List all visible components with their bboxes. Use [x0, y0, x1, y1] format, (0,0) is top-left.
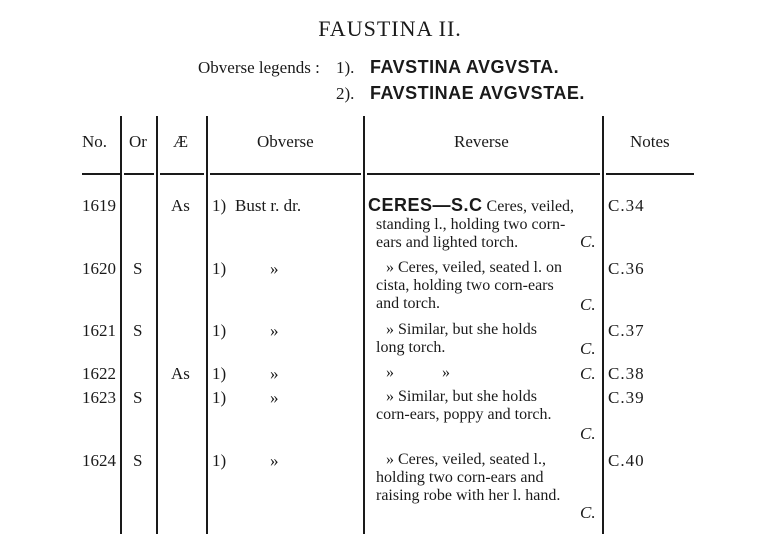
row-legend: 1): [212, 364, 227, 383]
row-number: 1621: [82, 321, 116, 340]
row-reverse: [376, 388, 600, 424]
reverse-c-mark: C.: [580, 232, 596, 251]
column-divider: [602, 116, 604, 534]
legend-2-text: FAVSTINAE AVGVSTAE.: [370, 83, 585, 103]
reverse-line: long torch.: [376, 339, 446, 356]
row-reverse: [376, 259, 600, 313]
page-title: FAUSTINA II.: [318, 16, 462, 41]
row-reverse: [376, 451, 600, 505]
row-obverse: Bust r. dr.: [235, 196, 302, 215]
row-number: 1622: [82, 364, 116, 383]
column-divider: [120, 116, 122, 534]
reverse-line: raising robe with her l. hand.: [376, 487, 561, 504]
reverse-line: » Similar, but she holds: [386, 388, 537, 405]
header-obverse: Obverse: [257, 132, 314, 151]
reverse-c-mark: C.: [580, 424, 596, 443]
reverse-line: holding two corn-ears and: [376, 469, 544, 486]
header-rule: [124, 173, 154, 175]
legend-1-number: 1).: [336, 58, 355, 77]
reverse-line: ears and lighted torch.: [376, 234, 519, 251]
row-obverse: »: [270, 259, 279, 278]
row-or: S: [133, 321, 143, 340]
header-reverse: Reverse: [454, 132, 509, 151]
row-or: S: [133, 259, 143, 278]
reverse-line: » »: [386, 364, 450, 381]
row-number: 1619: [82, 196, 116, 215]
column-divider: [156, 116, 158, 534]
row-legend: 1): [212, 388, 227, 407]
header-rule: [160, 173, 204, 175]
reverse-line: » Similar, but she holds: [386, 321, 537, 338]
header-no: No.: [82, 132, 108, 151]
row-legend: 1): [212, 321, 227, 340]
row-note: C.37: [608, 321, 645, 340]
row-or: S: [133, 451, 143, 470]
row-number: 1623: [82, 388, 116, 407]
legends-label: Obverse legends :: [198, 58, 320, 77]
row-number: 1620: [82, 259, 116, 278]
row-legend: 1): [212, 451, 227, 470]
row-number: 1624: [82, 451, 116, 470]
header-or: Or: [129, 132, 147, 151]
row-note: C.38: [608, 364, 645, 383]
column-divider: [206, 116, 208, 534]
row-reverse: [368, 195, 600, 252]
reverse-c-mark: C.: [580, 503, 596, 522]
row-note: C.34: [608, 196, 645, 215]
row-obverse: »: [270, 388, 279, 407]
column-divider: [363, 116, 365, 534]
header-rule: [210, 173, 361, 175]
row-or: S: [133, 388, 143, 407]
legend-1-text: FAVSTINA AVGVSTA.: [370, 57, 560, 77]
row-obverse: »: [270, 321, 279, 340]
reverse-line: Ceres, veiled,: [482, 198, 575, 215]
reverse-c-mark: C.: [580, 295, 596, 314]
reverse-line: standing l., holding two corn-: [376, 216, 566, 233]
reverse-line: and torch.: [376, 295, 440, 312]
reverse-c-mark: C.: [580, 364, 596, 383]
reverse-line: » Ceres, veiled, seated l. on: [386, 259, 562, 276]
reverse-line: » Ceres, veiled, seated l.,: [386, 451, 546, 468]
header-ae: Æ: [173, 132, 189, 151]
row-reverse: [376, 364, 600, 382]
header-rule: [606, 173, 694, 175]
row-reverse: [376, 321, 600, 357]
row-note: C.39: [608, 388, 645, 407]
header-rule: [82, 173, 120, 175]
row-obverse: »: [270, 451, 279, 470]
row-ae: As: [171, 364, 190, 383]
reverse-line: cista, holding two corn-ears: [376, 277, 554, 294]
header-notes: Notes: [630, 132, 670, 151]
header-rule: [367, 173, 600, 175]
row-ae: As: [171, 196, 190, 215]
row-legend: 1): [212, 259, 227, 278]
row-legend: 1): [212, 196, 227, 215]
row-note: C.40: [608, 451, 645, 470]
reverse-c-mark: C.: [580, 339, 596, 358]
reverse-line: corn-ears, poppy and torch.: [376, 406, 552, 423]
row-obverse: »: [270, 364, 279, 383]
row-note: C.36: [608, 259, 645, 278]
reverse-legend: CERES—S.C: [368, 195, 483, 215]
legend-2-number: 2).: [336, 84, 355, 103]
